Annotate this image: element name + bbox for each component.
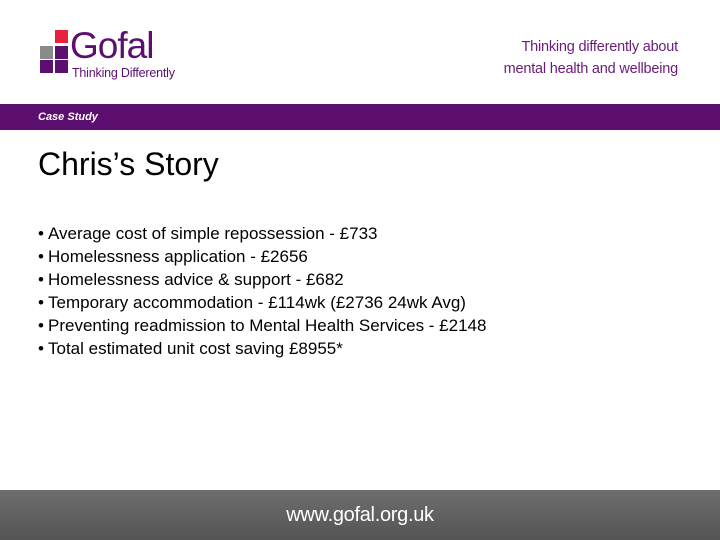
- bullet-icon: •: [38, 316, 44, 335]
- bullet-item: • Preventing readmission to Mental Health Services - £2148: [38, 316, 487, 335]
- section-label: Case Study: [38, 111, 98, 123]
- tagline: [504, 36, 678, 80]
- bullet-icon: •: [38, 339, 44, 358]
- bullet-icon: •: [38, 270, 44, 289]
- footer-url[interactable]: www.gofal.org.uk: [286, 504, 434, 526]
- bullet-item: • Homelessness application - £2656: [38, 247, 308, 266]
- bullet-icon: •: [38, 293, 44, 312]
- logo-wordmark: Gofal: [70, 25, 154, 66]
- bullet-item: • Average cost of simple repossession - £733: [38, 224, 378, 243]
- bullet-item: • Total estimated unit cost saving £8955*: [38, 339, 343, 358]
- gofal-logo: [36, 25, 196, 82]
- tagline-line-2: mental health and wellbeing: [503, 61, 678, 77]
- bullet-icon: •: [38, 224, 44, 243]
- bullet-icon: •: [38, 247, 44, 266]
- section-band: [0, 104, 720, 130]
- slide-title: Chris’s Story: [38, 146, 219, 182]
- logo-subtitle: Thinking Differently: [72, 66, 175, 80]
- tagline-line-1: Thinking differently about: [521, 39, 678, 55]
- footer-bar: [0, 490, 720, 540]
- bullet-list: [38, 222, 486, 360]
- bullet-item: • Homelessness advice & support - £682: [38, 270, 344, 289]
- bullet-item: • Temporary accommodation - £114wk (£2736 24wk Avg): [38, 293, 466, 312]
- logo-squares-icon: [36, 30, 68, 78]
